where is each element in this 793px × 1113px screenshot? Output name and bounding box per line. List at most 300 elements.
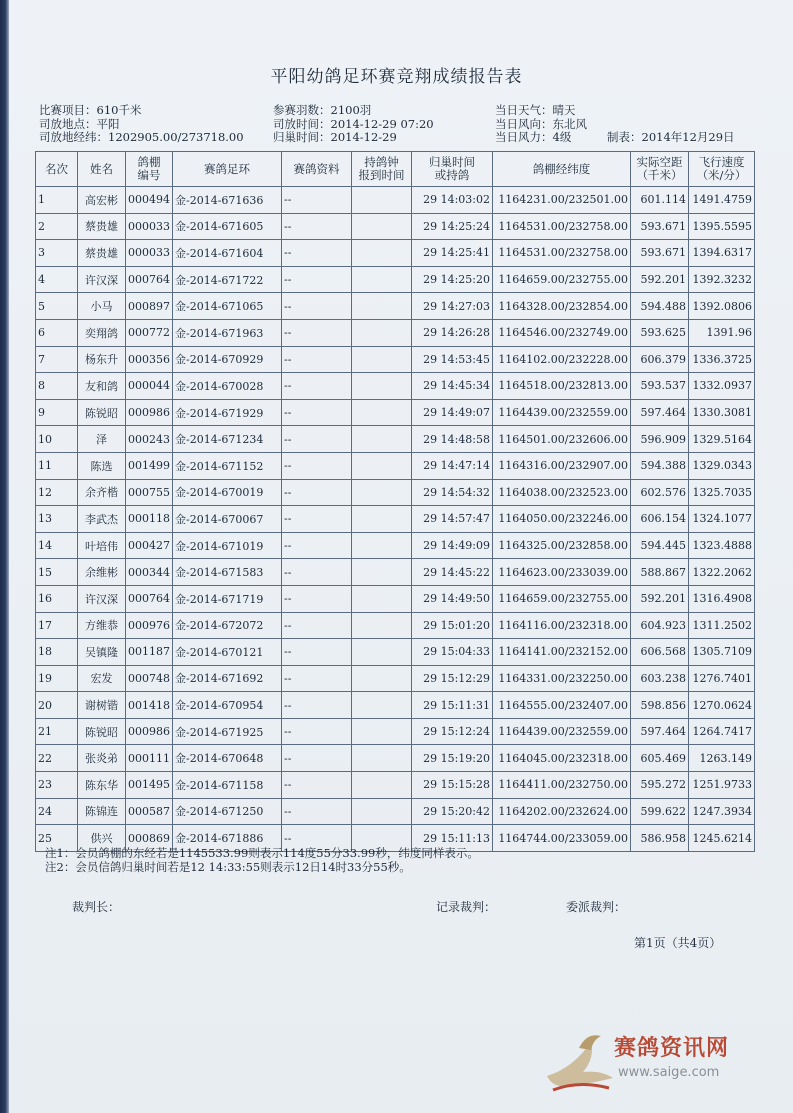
header-loft-coords: 鸽棚经纬度 <box>493 152 631 187</box>
cell-name: 友和鸽 <box>78 373 126 400</box>
cell-return-time: 29 14:53:45 <box>412 346 493 373</box>
cell-clock-time <box>352 665 412 692</box>
cell-bird-info: -- <box>282 319 352 346</box>
cell-rank: 21 <box>36 718 78 745</box>
cell-ring: 金-2014-670929 <box>173 346 282 373</box>
cell-rank: 25 <box>36 825 78 852</box>
table-row <box>36 532 755 559</box>
notes <box>45 847 479 874</box>
table-header-row <box>36 152 755 187</box>
cell-speed: 1394.6317 <box>689 240 755 267</box>
cell-distance: 593.537 <box>631 373 689 400</box>
page-indicator: 第1页（共4页） <box>634 936 722 950</box>
cell-distance: 594.388 <box>631 452 689 479</box>
cell-distance: 606.154 <box>631 506 689 533</box>
cell-loft-number: 000033 <box>126 213 173 240</box>
cell-loft-coords: 1164325.00/232858.00 <box>493 532 631 559</box>
table-row <box>36 559 755 586</box>
cell-clock-time <box>352 772 412 799</box>
cell-ring: 金-2014-671886 <box>173 825 282 852</box>
header-return-time: 归巢时间 或持鸽 <box>412 152 493 187</box>
cell-loft-coords: 1164328.00/232854.00 <box>493 293 631 320</box>
cell-loft-number: 000344 <box>126 559 173 586</box>
cell-ring: 金-2014-670019 <box>173 479 282 506</box>
watermark-url: www.saige.com <box>618 1065 720 1080</box>
cell-clock-time <box>352 426 412 453</box>
cell-return-time: 29 14:25:41 <box>412 240 493 267</box>
table-row <box>36 213 755 240</box>
cell-return-time: 29 14:49:50 <box>412 585 493 612</box>
cell-bird-info: -- <box>282 213 352 240</box>
cell-return-time: 29 14:47:14 <box>412 452 493 479</box>
header-name: 姓名 <box>78 152 126 187</box>
cell-speed: 1336.3725 <box>689 346 755 373</box>
cell-rank: 4 <box>36 266 78 293</box>
cell-name: 陈锦连 <box>78 798 126 825</box>
cell-return-time: 29 15:04:33 <box>412 639 493 666</box>
table-row <box>36 506 755 533</box>
cell-return-time: 29 15:11:31 <box>412 692 493 719</box>
cell-rank: 2 <box>36 213 78 240</box>
cell-name: 吴镇隆 <box>78 639 126 666</box>
cell-bird-info: -- <box>282 745 352 772</box>
cell-rank: 20 <box>36 692 78 719</box>
cell-name: 张炎弟 <box>78 745 126 772</box>
table-row <box>36 745 755 772</box>
table-row <box>36 718 755 745</box>
info-weather: 当日天气：晴天 <box>495 103 576 117</box>
chief-referee-label: 裁判长： <box>72 900 121 914</box>
cell-loft-number: 000748 <box>126 665 173 692</box>
table-row <box>36 293 755 320</box>
cell-rank: 8 <box>36 373 78 400</box>
cell-ring: 金-2014-671929 <box>173 399 282 426</box>
cell-ring: 金-2014-671692 <box>173 665 282 692</box>
cell-loft-number: 000986 <box>126 718 173 745</box>
cell-loft-number: 000243 <box>126 426 173 453</box>
cell-return-time: 29 15:19:20 <box>412 745 493 772</box>
cell-return-time: 29 14:54:32 <box>412 479 493 506</box>
cell-ring: 金-2014-670954 <box>173 692 282 719</box>
cell-ring: 金-2014-671636 <box>173 187 282 214</box>
cell-ring: 金-2014-671925 <box>173 718 282 745</box>
cell-bird-info: -- <box>282 479 352 506</box>
cell-ring: 金-2014-671065 <box>173 293 282 320</box>
cell-ring: 金-2014-671152 <box>173 452 282 479</box>
cell-rank: 12 <box>36 479 78 506</box>
cell-return-time: 29 14:27:03 <box>412 293 493 320</box>
cell-distance: 595.272 <box>631 772 689 799</box>
cell-name: 李武杰 <box>78 506 126 533</box>
cell-loft-number: 001499 <box>126 452 173 479</box>
cell-return-time: 29 14:45:34 <box>412 373 493 400</box>
cell-ring: 金-2014-670067 <box>173 506 282 533</box>
cell-clock-time <box>352 798 412 825</box>
cell-speed: 1392.0806 <box>689 293 755 320</box>
cell-name: 许汉深 <box>78 585 126 612</box>
cell-loft-number: 000111 <box>126 745 173 772</box>
cell-distance: 605.469 <box>631 745 689 772</box>
cell-name: 余维彬 <box>78 559 126 586</box>
cell-distance: 606.568 <box>631 639 689 666</box>
cell-speed: 1391.96 <box>689 319 755 346</box>
cell-bird-info: -- <box>282 346 352 373</box>
cell-loft-coords: 1164411.00/232750.00 <box>493 772 631 799</box>
cell-name: 泽 <box>78 426 126 453</box>
cell-loft-coords: 1164501.00/232606.00 <box>493 426 631 453</box>
cell-clock-time <box>352 745 412 772</box>
cell-speed: 1305.7109 <box>689 639 755 666</box>
results-table <box>35 151 755 852</box>
cell-speed: 1276.7401 <box>689 665 755 692</box>
cell-return-time: 29 15:11:13 <box>412 825 493 852</box>
cell-ring: 金-2014-671583 <box>173 559 282 586</box>
cell-distance: 596.909 <box>631 426 689 453</box>
cell-bird-info: -- <box>282 718 352 745</box>
cell-distance: 606.379 <box>631 346 689 373</box>
note-1: 注1：会员鸽棚的东经若是1145533.99则表示114度55分33.99秒，纬度同样表示。 <box>45 846 479 860</box>
cell-speed: 1270.0624 <box>689 692 755 719</box>
cell-clock-time <box>352 187 412 214</box>
table-row <box>36 612 755 639</box>
cell-distance: 592.201 <box>631 585 689 612</box>
cell-loft-number: 000869 <box>126 825 173 852</box>
cell-bird-info: -- <box>282 373 352 400</box>
cell-return-time: 29 14:25:24 <box>412 213 493 240</box>
table-row <box>36 692 755 719</box>
cell-distance: 604.923 <box>631 612 689 639</box>
cell-rank: 19 <box>36 665 78 692</box>
cell-return-time: 29 15:15:28 <box>412 772 493 799</box>
cell-return-time: 29 15:20:42 <box>412 798 493 825</box>
cell-distance: 598.856 <box>631 692 689 719</box>
cell-distance: 593.625 <box>631 319 689 346</box>
cell-loft-coords: 1164439.00/232559.00 <box>493 399 631 426</box>
cell-distance: 597.464 <box>631 399 689 426</box>
table-row <box>36 319 755 346</box>
cell-clock-time <box>352 479 412 506</box>
cell-bird-info: -- <box>282 506 352 533</box>
cell-name: 叶培伟 <box>78 532 126 559</box>
cell-bird-info: -- <box>282 585 352 612</box>
cell-speed: 1329.0343 <box>689 452 755 479</box>
cell-bird-info: -- <box>282 639 352 666</box>
cell-rank: 9 <box>36 399 78 426</box>
recorder-referee-label: 记录裁判： <box>436 900 497 914</box>
cell-return-time: 29 14:49:09 <box>412 532 493 559</box>
info-column-1 <box>39 104 244 145</box>
cell-speed: 1330.3081 <box>689 399 755 426</box>
cell-ring: 金-2014-671604 <box>173 240 282 267</box>
cell-loft-number: 000755 <box>126 479 173 506</box>
cell-name: 陈锐昭 <box>78 718 126 745</box>
cell-distance: 593.671 <box>631 240 689 267</box>
cell-speed: 1324.1077 <box>689 506 755 533</box>
cell-loft-number: 000764 <box>126 266 173 293</box>
cell-rank: 22 <box>36 745 78 772</box>
cell-rank: 14 <box>36 532 78 559</box>
cell-loft-coords: 1164141.00/232152.00 <box>493 639 631 666</box>
cell-return-time: 29 14:45:22 <box>412 559 493 586</box>
cell-loft-number: 001418 <box>126 692 173 719</box>
table-row <box>36 585 755 612</box>
cell-loft-number: 000494 <box>126 187 173 214</box>
cell-name: 小马 <box>78 293 126 320</box>
header-distance: 实际空距 （千米） <box>631 152 689 187</box>
cell-ring: 金-2014-670028 <box>173 373 282 400</box>
cell-name: 蔡贵雄 <box>78 213 126 240</box>
table-row <box>36 798 755 825</box>
cell-ring: 金-2014-671722 <box>173 266 282 293</box>
cell-rank: 18 <box>36 639 78 666</box>
cell-return-time: 29 15:12:24 <box>412 718 493 745</box>
cell-name: 陈东华 <box>78 772 126 799</box>
page-title: 平阳幼鸽足环赛竞翔成绩报告表 <box>270 67 523 87</box>
cell-distance: 597.464 <box>631 718 689 745</box>
info-release-coords: 司放地经纬：1202905.00/273718.00 <box>39 130 244 144</box>
cell-speed: 1322.2062 <box>689 559 755 586</box>
cell-name: 陈选 <box>78 452 126 479</box>
cell-ring: 金-2014-671158 <box>173 772 282 799</box>
cell-loft-number: 000976 <box>126 612 173 639</box>
cell-loft-number: 001495 <box>126 772 173 799</box>
cell-clock-time <box>352 612 412 639</box>
cell-clock-time <box>352 373 412 400</box>
cell-bird-info: -- <box>282 692 352 719</box>
table-row <box>36 399 755 426</box>
cell-speed: 1311.2502 <box>689 612 755 639</box>
cell-rank: 5 <box>36 293 78 320</box>
cell-return-time: 29 15:01:20 <box>412 612 493 639</box>
info-release-time: 司放时间：2014-12-29 07:20 <box>273 116 434 131</box>
cell-distance: 599.622 <box>631 798 689 825</box>
cell-rank: 6 <box>36 319 78 346</box>
cell-loft-coords: 1164202.00/232624.00 <box>493 798 631 825</box>
cell-distance: 594.488 <box>631 293 689 320</box>
cell-distance: 601.114 <box>631 187 689 214</box>
info-wind-direction: 当日风向：东北风 <box>495 116 587 131</box>
cell-clock-time <box>352 319 412 346</box>
cell-clock-time <box>352 452 412 479</box>
info-made-date: 制表：2014年12月29日 <box>607 130 735 144</box>
cell-loft-coords: 1164531.00/232758.00 <box>493 213 631 240</box>
cell-name: 谢树锴 <box>78 692 126 719</box>
cell-loft-coords: 1164744.00/233059.00 <box>493 825 631 852</box>
cell-rank: 24 <box>36 798 78 825</box>
cell-rank: 23 <box>36 772 78 799</box>
cell-speed: 1395.5595 <box>689 213 755 240</box>
cell-bird-info: -- <box>282 798 352 825</box>
table-row <box>36 479 755 506</box>
cell-name: 余齐楷 <box>78 479 126 506</box>
cell-speed: 1329.5164 <box>689 426 755 453</box>
cell-loft-coords: 1164439.00/232559.00 <box>493 718 631 745</box>
cell-loft-coords: 1164038.00/232523.00 <box>493 479 631 506</box>
cell-speed: 1264.7417 <box>689 718 755 745</box>
cell-return-time: 29 14:25:20 <box>412 266 493 293</box>
cell-speed: 1245.6214 <box>689 825 755 852</box>
cell-bird-info: -- <box>282 665 352 692</box>
cell-speed: 1251.9733 <box>689 772 755 799</box>
cell-rank: 13 <box>36 506 78 533</box>
cell-name: 蔡贵雄 <box>78 240 126 267</box>
cell-loft-number: 001187 <box>126 639 173 666</box>
cell-loft-coords: 1164531.00/232758.00 <box>493 240 631 267</box>
cell-name: 高宏彬 <box>78 187 126 214</box>
cell-rank: 11 <box>36 452 78 479</box>
cell-bird-info: -- <box>282 187 352 214</box>
table-row <box>36 665 755 692</box>
table-row <box>36 639 755 666</box>
cell-loft-coords: 1164518.00/232813.00 <box>493 373 631 400</box>
info-column-3 <box>495 104 587 145</box>
cell-loft-number: 000772 <box>126 319 173 346</box>
cell-ring: 金-2014-671019 <box>173 532 282 559</box>
info-event: 比赛项目：610千米 <box>39 103 142 117</box>
cell-bird-info: -- <box>282 452 352 479</box>
cell-clock-time <box>352 692 412 719</box>
cell-return-time: 29 14:57:47 <box>412 506 493 533</box>
cell-rank: 17 <box>36 612 78 639</box>
cell-distance: 586.958 <box>631 825 689 852</box>
cell-speed: 1263.149 <box>689 745 755 772</box>
cell-ring: 金-2014-671719 <box>173 585 282 612</box>
header-ring: 赛鸽足环 <box>173 152 282 187</box>
table-row <box>36 187 755 214</box>
cell-clock-time <box>352 718 412 745</box>
header-bird-info: 赛鸽资料 <box>282 152 352 187</box>
cell-bird-info: -- <box>282 266 352 293</box>
info-column-2 <box>273 104 434 145</box>
cell-loft-coords: 1164316.00/232907.00 <box>493 452 631 479</box>
cell-name: 奕翔鸽 <box>78 319 126 346</box>
cell-return-time: 29 14:03:02 <box>412 187 493 214</box>
cell-loft-number: 000897 <box>126 293 173 320</box>
cell-loft-number: 000044 <box>126 373 173 400</box>
cell-clock-time <box>352 213 412 240</box>
cell-speed: 1392.3232 <box>689 266 755 293</box>
cell-loft-coords: 1164659.00/232755.00 <box>493 585 631 612</box>
pigeon-logo-icon <box>543 1028 618 1098</box>
cell-name: 宏发 <box>78 665 126 692</box>
cell-ring: 金-2014-672072 <box>173 612 282 639</box>
cell-distance: 602.576 <box>631 479 689 506</box>
cell-rank: 10 <box>36 426 78 453</box>
cell-speed: 1325.7035 <box>689 479 755 506</box>
cell-name: 陈锐昭 <box>78 399 126 426</box>
cell-rank: 16 <box>36 585 78 612</box>
cell-loft-number: 000118 <box>126 506 173 533</box>
cell-clock-time <box>352 266 412 293</box>
cell-bird-info: -- <box>282 240 352 267</box>
header-clock-time: 持鸽钟 报到时间 <box>352 152 412 187</box>
table-row <box>36 266 755 293</box>
cell-clock-time <box>352 240 412 267</box>
cell-loft-coords: 1164102.00/232228.00 <box>493 346 631 373</box>
cell-ring: 金-2014-671963 <box>173 319 282 346</box>
cell-loft-coords: 1164050.00/232246.00 <box>493 506 631 533</box>
delegate-referee-label: 委派裁判： <box>566 900 627 914</box>
cell-name: 方维恭 <box>78 612 126 639</box>
cell-loft-coords: 1164045.00/232318.00 <box>493 745 631 772</box>
cell-loft-number: 000764 <box>126 585 173 612</box>
cell-clock-time <box>352 559 412 586</box>
cell-speed: 1323.4888 <box>689 532 755 559</box>
cell-rank: 15 <box>36 559 78 586</box>
cell-loft-number: 000986 <box>126 399 173 426</box>
cell-loft-coords: 1164659.00/232755.00 <box>493 266 631 293</box>
cell-loft-coords: 1164555.00/232407.00 <box>493 692 631 719</box>
cell-distance: 588.867 <box>631 559 689 586</box>
cell-bird-info: -- <box>282 426 352 453</box>
cell-ring: 金-2014-671605 <box>173 213 282 240</box>
cell-clock-time <box>352 532 412 559</box>
cell-loft-number: 000427 <box>126 532 173 559</box>
cell-distance: 603.238 <box>631 665 689 692</box>
cell-speed: 1316.4908 <box>689 585 755 612</box>
cell-bird-info: -- <box>282 532 352 559</box>
cell-bird-info: -- <box>282 293 352 320</box>
cell-clock-time <box>352 506 412 533</box>
cell-distance: 594.445 <box>631 532 689 559</box>
cell-bird-info: -- <box>282 559 352 586</box>
cell-loft-number: 000587 <box>126 798 173 825</box>
cell-distance: 592.201 <box>631 266 689 293</box>
cell-distance: 593.671 <box>631 213 689 240</box>
table-row <box>36 240 755 267</box>
header-speed: 飞行速度 （米/分） <box>689 152 755 187</box>
cell-ring: 金-2014-670648 <box>173 745 282 772</box>
table-row <box>36 452 755 479</box>
info-return-date: 归巢时间：2014-12-29 <box>273 130 397 144</box>
info-release-place: 司放地点：平阳 <box>39 116 120 131</box>
cell-return-time: 29 14:48:58 <box>412 426 493 453</box>
cell-return-time: 29 15:12:29 <box>412 665 493 692</box>
cell-speed: 1491.4759 <box>689 187 755 214</box>
info-wind-force: 当日风力：4级 <box>495 130 572 144</box>
cell-bird-info: -- <box>282 825 352 852</box>
info-entries: 参赛羽数：2100羽 <box>273 103 372 117</box>
cell-clock-time <box>352 639 412 666</box>
cell-clock-time <box>352 399 412 426</box>
cell-loft-coords: 1164116.00/232318.00 <box>493 612 631 639</box>
cell-loft-coords: 1164623.00/233039.00 <box>493 559 631 586</box>
cell-ring: 金-2014-670121 <box>173 639 282 666</box>
cell-name: 杨东升 <box>78 346 126 373</box>
watermark <box>543 1028 773 1098</box>
cell-clock-time <box>352 346 412 373</box>
cell-rank: 1 <box>36 187 78 214</box>
cell-ring: 金-2014-671250 <box>173 798 282 825</box>
watermark-site-name: 赛鸽资讯网 <box>614 1036 730 1061</box>
cell-loft-number: 000033 <box>126 240 173 267</box>
cell-bird-info: -- <box>282 772 352 799</box>
scan-edge <box>0 0 9 1113</box>
cell-bird-info: -- <box>282 399 352 426</box>
cell-speed: 1332.0937 <box>689 373 755 400</box>
table-row <box>36 426 755 453</box>
header-rank: 名次 <box>36 152 78 187</box>
cell-clock-time <box>352 585 412 612</box>
cell-return-time: 29 14:49:07 <box>412 399 493 426</box>
cell-rank: 3 <box>36 240 78 267</box>
cell-loft-coords: 1164231.00/232501.00 <box>493 187 631 214</box>
table-row <box>36 346 755 373</box>
cell-loft-coords: 1164546.00/232749.00 <box>493 319 631 346</box>
cell-bird-info: -- <box>282 612 352 639</box>
table-row <box>36 772 755 799</box>
cell-name: 供兴 <box>78 825 126 852</box>
